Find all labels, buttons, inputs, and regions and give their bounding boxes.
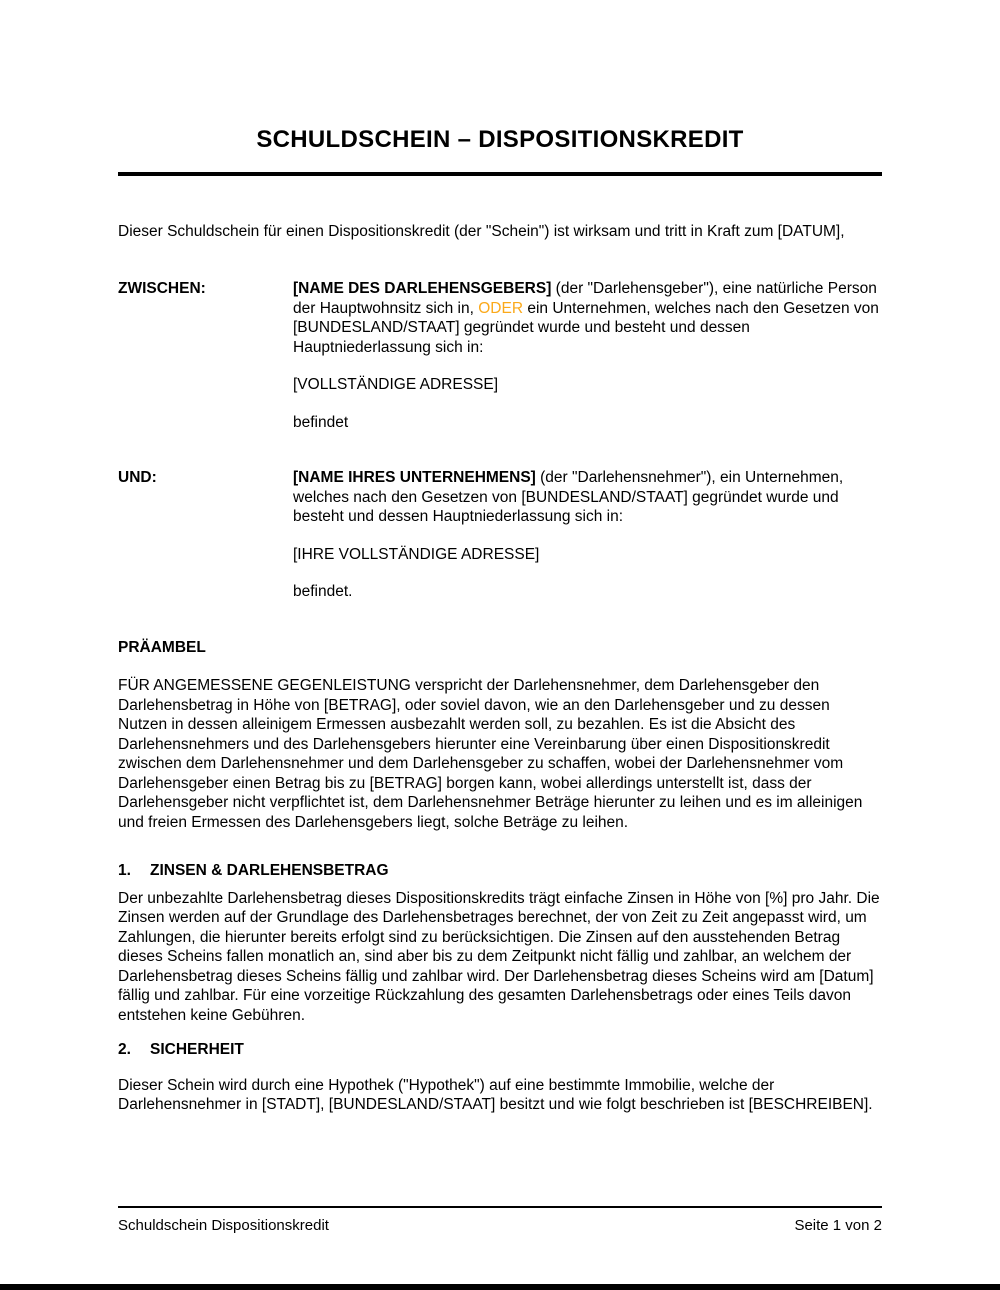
intro-paragraph: Dieser Schuldschein für einen Dispositionskredit (der "Schein") ist wirksam und tritt in Kraft zum [DATUM], xyxy=(118,222,845,240)
party-and-body xyxy=(293,468,882,602)
section-2-number: 2. xyxy=(118,1041,131,1059)
borrower-name-placeholder: [NAME IHRES UNTERNEHMENS] xyxy=(293,469,536,487)
party-and-closing: befindet. xyxy=(293,583,353,601)
lender-name-placeholder: [NAME DES DARLEHENSGEBERS] xyxy=(293,280,552,298)
preamble-heading: PRÄAMBEL xyxy=(118,638,206,656)
page-title: SCHULDSCHEIN – DISPOSITIONSKREDIT xyxy=(256,126,744,153)
section-1-heading xyxy=(118,861,882,881)
preamble-paragraph: FÜR ANGEMESSENE GEGENLEISTUNG verspricht der Darlehensnehmer, dem Darlehensgeber den Darlehensbetrag in Höhe von [BETRAG], oder soviel davon, wie an den Darlehensgeber und zu dessen Nutzen in dessen alleinigem Ermessen ausbezahlt werden soll, zu bezahlen. Es ist die Absicht des Darlehensnehmers und des Darlehensgebers hierunter eine Vereinbarung über einen Dispositionskredit zwischen dem Darlehensnehmer und dem Darlehensgeber zu schaffen, wobei der Darlehensnehmer vom Darlehensgeber einen Betrag bis zu [BETRAG] borgen kann, wobei allerdings unterstellt ist, dass der Darlehensgeber nicht verpflichtet ist, dem Darlehensnehmer Beträge hierunter zu leihen und es im alleinigen und freien Ermessen des Darlehensgebers liegt, solche Beträge zu leihen. xyxy=(118,677,863,831)
page-footer xyxy=(118,1206,882,1234)
page-bottom-edge xyxy=(0,1284,1000,1290)
party-between-block xyxy=(118,279,882,432)
section-1-paragraph: Der unbezahlte Darlehensbetrag dieses Dispositionskredits trägt einfache Zinsen in Höhe von [%] pro Jahr. Die Zinsen werden auf der Grundlage des Darlehensbetrages berechnet, der von Zeit zu Zeit angepasst wird, um Zahlungen, die hierunter bereits erfolgt sind zu berücksichtigen. Die Zinsen auf den ausstehenden Betrag dieses Scheins fallen monatlich an, sind aber bis zu dem Zeitpunkt nicht fällig und zahlbar, an welchem der Darlehensbetrag dieses Scheins fällig und zahlbar wird. Der Darlehensbetrag dieses Scheins wird am [Datum] fällig und zahlbar. Für eine vorzeitige Rückzahlung des gesamten Darlehensbetrags oder eines Teils davon entstehen keine Gebühren. xyxy=(118,889,880,1024)
party-and-label: UND: xyxy=(118,469,157,487)
lender-address-placeholder: [VOLLSTÄNDIGE ADRESSE] xyxy=(293,376,499,394)
party-and-text xyxy=(293,468,882,527)
borrower-address-placeholder: [IHRE VOLLSTÄNDIGE ADRESSE] xyxy=(293,545,540,563)
section-2-heading xyxy=(118,1040,882,1060)
party-between-closing: befindet xyxy=(293,413,349,431)
footer-document-name: Schuldschein Dispositionskredit xyxy=(118,1217,329,1234)
party-between-text xyxy=(293,279,882,357)
party-and-block xyxy=(118,468,882,602)
party-between-text-part1: (der "Darlehensgeber"), eine natürliche Person der Hauptwohnsitz sich in, xyxy=(293,280,877,317)
section-2-title: SICHERHEIT xyxy=(150,1041,244,1059)
section-2-paragraph: Dieser Schein wird durch eine Hypothek ("Hypothek") auf eine bestimmte Immobilie, welche der Darlehensnehmer in [STADT], [BUNDESLAND/STAAT] besitzt und wie folgt beschrieben ist [BESCHREIBEN]. xyxy=(118,1076,873,1114)
footer-page-number: Seite 1 von 2 xyxy=(794,1217,882,1234)
party-and-text-part1: (der "Darlehensnehmer"), ein Unternehmen, welches nach den Gesetzen von [BUNDESLAND/STAAT] gegründet wurde und besteht und dessen Hauptniederlassung sich in: xyxy=(293,469,844,526)
party-between-label: ZWISCHEN: xyxy=(118,280,206,298)
section-1-title: ZINSEN & DARLEHENSBETRAG xyxy=(150,862,389,880)
party-between-body xyxy=(293,279,882,432)
oder-highlight: ODER xyxy=(478,299,524,317)
title-divider-rule xyxy=(118,172,882,176)
section-1-number: 1. xyxy=(118,862,131,880)
party-between-text-part2: ein Unternehmen, welches nach den Gesetzen von [BUNDESLAND/STAAT] gegründet wurde und besteht und dessen Hauptniederlassung sich in: xyxy=(293,299,879,356)
